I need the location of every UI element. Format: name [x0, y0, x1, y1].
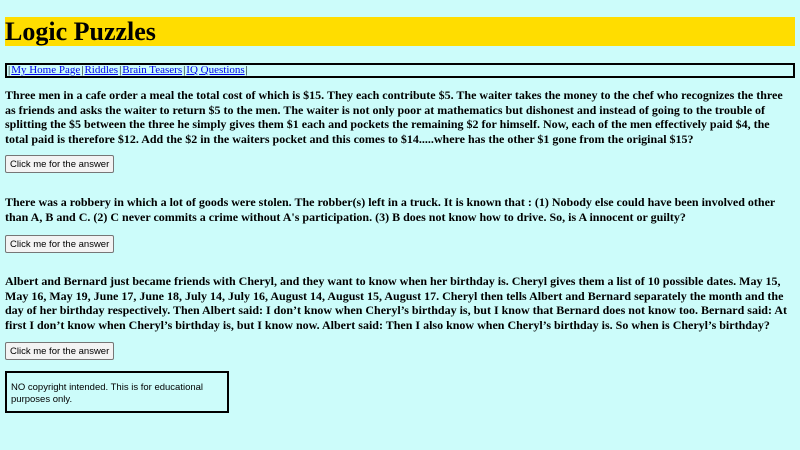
puzzle-text-cheryl-birthday: Albert and Bernard just became friends with Cheryl, and they want to know when her birthday is. Cheryl gives them a list of 10 possible dates. May 15, May 16, May 19, June 17, June 18, July 14, July 16, August 14, August 15, August 17. Cheryl then tells Albert and Bernard separately the month and the day of her birthday respectively. Then Albert said: I don’t know when Cheryl’s birthday is, but I know that Bernard does not know too. Bernard said: At first I don’t know when Cheryl’s birthday is, but I know now. Albert said: Then I also know when Cheryl’s birthday is. So when is Cheryl’s birthday?: [5, 274, 787, 332]
nav-link-home[interactable]: My Home Page: [11, 64, 81, 76]
nav-link-iq-questions[interactable]: IQ Questions: [186, 64, 245, 76]
nav-link-riddles[interactable]: Riddles: [84, 64, 119, 76]
puzzle-text-robbery: There was a robbery in which a lot of goods were stolen. The robber(s) left in a truck. It is known that : (1) Nobody else could have been involved other than A, B and C. (2) C never commits a crime without A's participation. (3) B does not know how to drive. So, is A innocent or guilty?: [5, 195, 776, 224]
title-bar: [5, 17, 795, 46]
nav-separator: |: [119, 64, 122, 76]
nav-link-brain-teasers[interactable]: Brain Teasers: [122, 64, 183, 76]
answer-button-cafe[interactable]: Click me for the answer: [5, 155, 114, 173]
nav-separator: |: [183, 64, 186, 76]
page-title: Logic Puzzles: [5, 17, 156, 46]
nav-separator: |: [81, 64, 84, 76]
answer-button-cheryl-birthday[interactable]: Click me for the answer: [5, 342, 114, 360]
nav-separator: |: [245, 64, 248, 76]
nav-bar: [5, 63, 795, 78]
puzzle-text-cafe: Three men in a cafe order a meal the total cost of which is $15. They each contribute $5. The waiter takes the money to the chef who recognizes the three as friends and asks the waiter to return $5 to the men. The waiter is not only poor at mathematics but dishonest and instead of going to the trouble of splitting the $5 between the three he simply gives them $1 each and pockets the remaining $2 for himself. Now, each of the men effectively paid $4, the total paid is therefore $12. Add the $2 in the waiters pocket and this comes to $14.....where has the other $1 gone from the original $15?: [5, 88, 783, 146]
copyright-notice: NO copyright intended. This is for educational purposes only.: [5, 371, 229, 413]
answer-button-robbery[interactable]: Click me for the answer: [5, 235, 114, 253]
nav-separator: |: [8, 64, 11, 76]
